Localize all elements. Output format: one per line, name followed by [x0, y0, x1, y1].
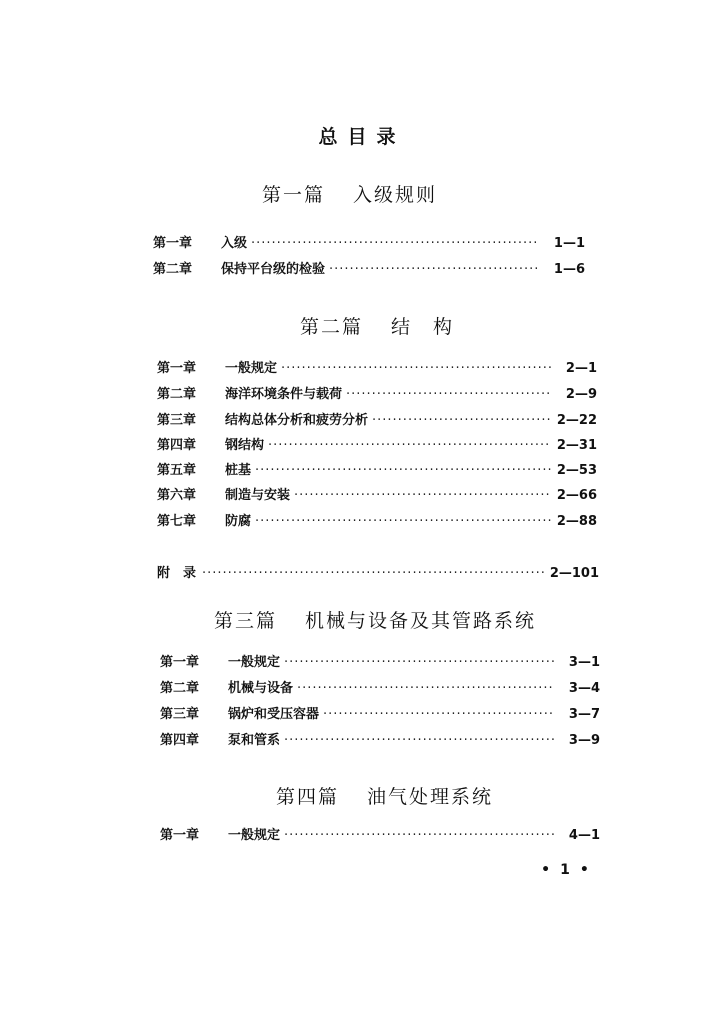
part-name: 结 构 — [391, 316, 455, 338]
chapter-label: 第四章 — [160, 733, 200, 748]
chapter-title: 机械与设备 — [228, 681, 294, 696]
leader-dots — [294, 486, 551, 506]
part-heading-4 — [276, 782, 493, 809]
part-name: 油气处理系统 — [367, 786, 494, 808]
toc-entry[interactable] — [157, 486, 597, 506]
toc-entry[interactable] — [153, 234, 585, 254]
chapter-title: 入级 — [221, 236, 248, 251]
part-heading-3 — [214, 606, 536, 633]
page-number-value: 1 — [560, 862, 570, 878]
chapter-title: 一般规定 — [228, 828, 281, 843]
part-label: 第三篇 — [214, 610, 278, 632]
leader-dots — [284, 653, 554, 673]
leader-dots — [251, 234, 539, 254]
toc-entry[interactable] — [157, 436, 597, 456]
page-ref: 3—9 — [568, 733, 600, 748]
toc-entry[interactable] — [157, 512, 597, 532]
page-ref: 2—31 — [556, 438, 597, 453]
leader-dots — [268, 436, 551, 456]
page-title: 总目录 — [318, 126, 406, 148]
leader-dots — [346, 385, 551, 405]
page-ref: 3—1 — [568, 655, 600, 670]
toc-entry[interactable] — [157, 385, 597, 405]
chapter-label: 第二章 — [160, 681, 200, 696]
leader-dots — [255, 461, 551, 481]
part-label: 第四篇 — [276, 786, 340, 808]
leader-dots — [323, 705, 554, 725]
chapter-label: 第一章 — [160, 828, 200, 843]
toc-entry[interactable] — [157, 461, 597, 481]
part-label: 第二篇 — [300, 316, 364, 338]
toc-entry[interactable] — [160, 705, 600, 725]
chapter-title: 海洋环境条件与载荷 — [225, 387, 343, 402]
page-ref: 3—4 — [568, 681, 600, 696]
appendix-label: 附 录 — [157, 566, 197, 581]
toc-entry[interactable] — [160, 679, 600, 699]
page-ref: 2—101 — [549, 566, 599, 581]
chapter-title: 一般规定 — [225, 361, 278, 376]
part-name: 机械与设备及其管路系统 — [305, 610, 537, 632]
chapter-label: 第六章 — [157, 488, 197, 503]
part-label: 第一篇 — [262, 184, 326, 206]
chapter-title: 一般规定 — [228, 655, 281, 670]
chapter-title: 结构总体分析和疲劳分析 — [225, 413, 369, 428]
chapter-title: 制造与安装 — [225, 488, 291, 503]
page-number — [520, 862, 610, 878]
page-ref: 2—22 — [556, 413, 597, 428]
part-heading-1 — [262, 180, 437, 207]
page-ref: 2—9 — [565, 387, 597, 402]
page-ref: 2—1 — [565, 361, 597, 376]
leader-dots — [281, 359, 551, 379]
toc-entry[interactable] — [160, 731, 600, 751]
toc-entry[interactable] — [157, 411, 597, 431]
part-name: 入级规则 — [353, 184, 438, 206]
chapter-label: 第一章 — [160, 655, 200, 670]
bullet-icon: • — [579, 862, 589, 878]
leader-dots — [297, 679, 554, 699]
leader-dots — [284, 731, 554, 751]
toc-entry[interactable] — [157, 359, 597, 379]
leader-dots — [202, 564, 546, 584]
chapter-label: 第二章 — [153, 262, 193, 277]
chapter-label: 第一章 — [157, 361, 197, 376]
leader-dots — [284, 826, 554, 846]
toc-entry[interactable] — [160, 653, 600, 673]
toc-entry[interactable] — [160, 826, 600, 846]
chapter-title: 钢结构 — [225, 438, 265, 453]
chapter-title: 桩基 — [225, 463, 252, 478]
chapter-label: 第三章 — [160, 707, 200, 722]
chapter-label: 第二章 — [157, 387, 197, 402]
chapter-label: 第三章 — [157, 413, 197, 428]
page-ref: 2—88 — [556, 514, 597, 529]
chapter-label: 第一章 — [153, 236, 193, 251]
page-ref: 1—6 — [553, 262, 585, 277]
chapter-title: 泵和管系 — [228, 733, 281, 748]
page-ref: 4—1 — [568, 828, 600, 843]
leader-dots — [372, 411, 551, 431]
page-ref: 2—66 — [556, 488, 597, 503]
toc-appendix[interactable] — [157, 564, 599, 584]
chapter-label: 第四章 — [157, 438, 197, 453]
chapter-label: 第七章 — [157, 514, 197, 529]
chapter-title: 保持平台级的检验 — [221, 262, 326, 277]
leader-dots — [329, 260, 539, 280]
page-ref: 2—53 — [556, 463, 597, 478]
leader-dots — [255, 512, 551, 532]
toc-entry[interactable] — [153, 260, 585, 280]
chapter-title: 锅炉和受压容器 — [228, 707, 320, 722]
part-heading-2 — [300, 312, 454, 339]
chapter-label: 第五章 — [157, 463, 197, 478]
page-ref: 1—1 — [553, 236, 585, 251]
page-ref: 3—7 — [568, 707, 600, 722]
bullet-icon: • — [541, 862, 551, 878]
chapter-title: 防腐 — [225, 514, 252, 529]
